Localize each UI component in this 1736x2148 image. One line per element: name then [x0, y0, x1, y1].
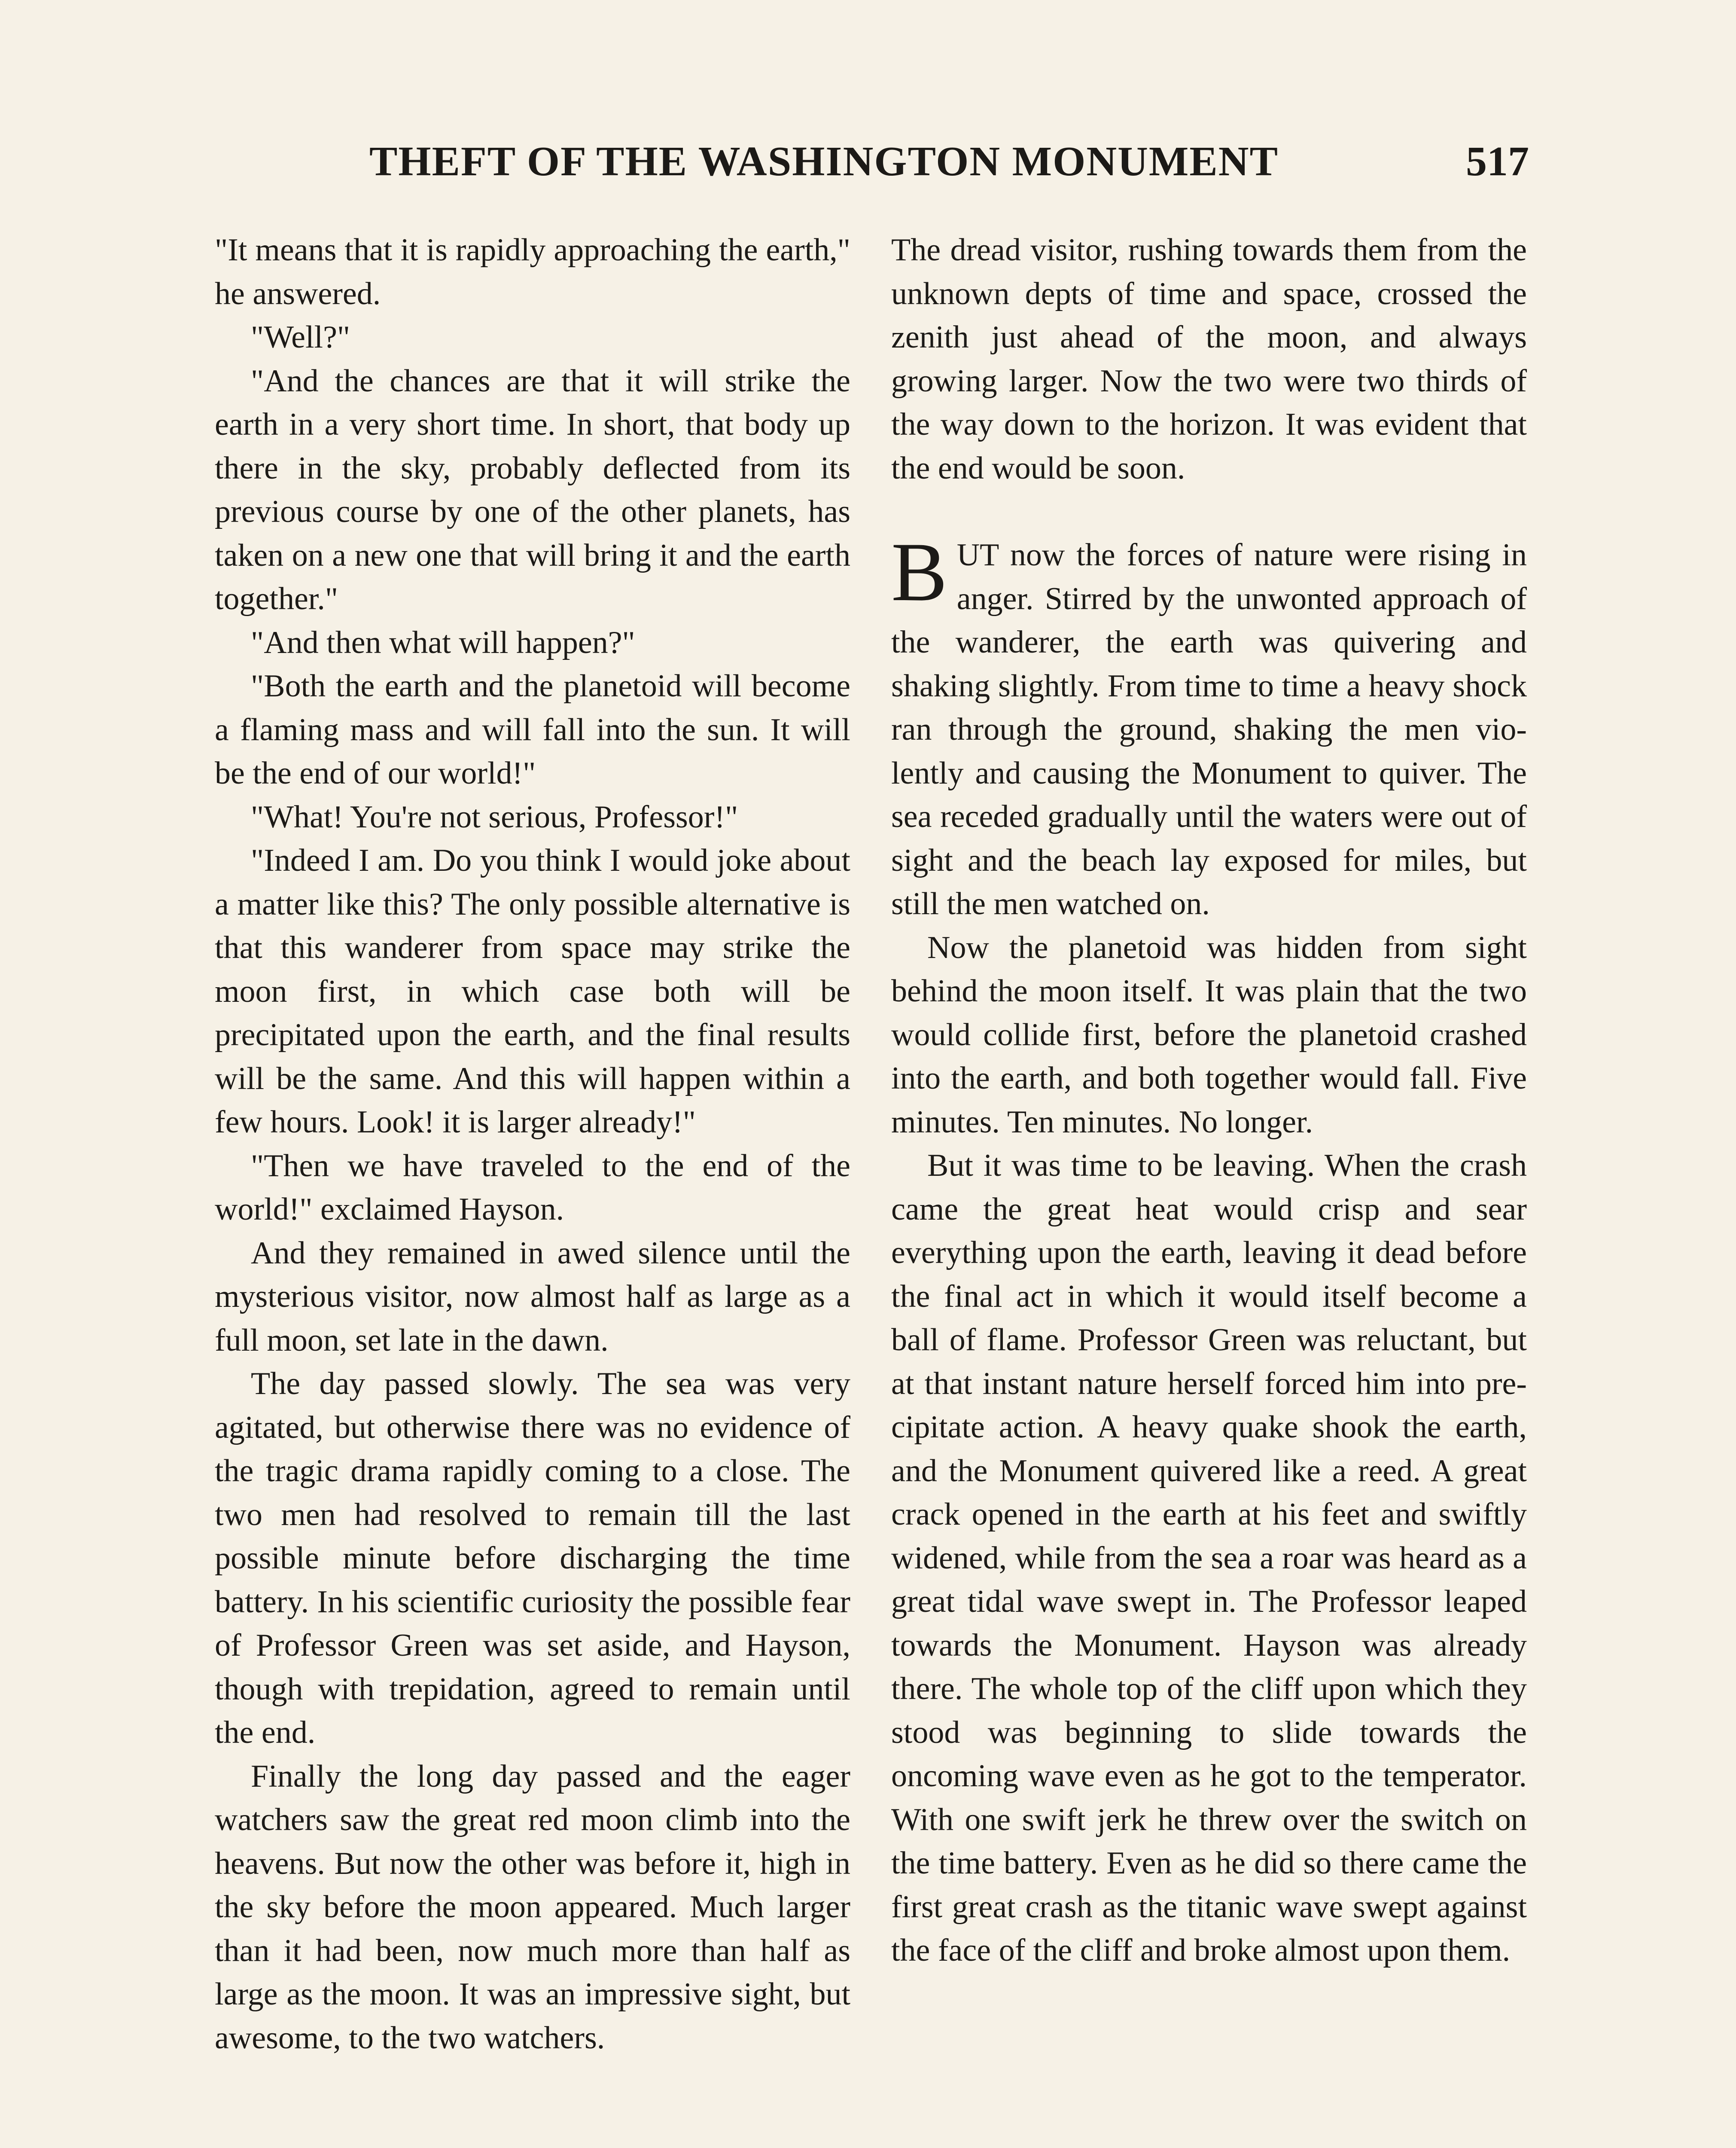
paragraph: "It means that it is rapidly approaching the earth," he answered. [215, 232, 850, 311]
paragraph: Finally the long day passed and the eager watchers saw the great red moon climb into the heavens. But now the other was before it, high in the sky before the moon appeared. Much larger than it had been, now much more than half as large as the moon. It was an impressive sight, but awesome, to the two watchers. [215, 1758, 850, 2056]
paragraph: The dread visitor, rushing towards them from the unknown depts of time and space, crossed the zenith just ahead of the moon, and always growing larger. Now the two were two thirds of the way down to the horizon. It was evident that the end would be soon. [891, 232, 1527, 486]
story-title: THEFT OF THE WASHINGTON MONUMENT [369, 138, 1279, 185]
paragraph: "Then we have traveled to the end of the world!" exclaimed Hayson. [215, 1148, 850, 1227]
dropcap-paragraph-text: UT now the forces of nature were rising in anger. Stirred by the unwonted approach of the wanderer, the earth was quivering and shaking slightly. From time to time a heavy shock ran through the ground, shaking the men violently and causing the Monument to quiver. The sea receded gradually until the waters were out of sight and the beach lay exposed for miles, but still the men watched on. [891, 537, 1527, 921]
paragraph: "And then what will happen?" [251, 625, 635, 660]
paragraph: "And the chances are that it will strike the earth in a very short time. In short, that body up there in the sky, probably deflected from its previous course by one of the other planets, has taken on a new one that will bring it and the earth together." [215, 363, 850, 616]
right-text-column [891, 229, 1527, 1973]
dropcap-paragraph [891, 525, 1527, 926]
running-header [369, 137, 1529, 202]
paragraph: "Both the earth and the planetoid will become a flaming mass and will fall into the sun. It will be the end of our world!" [215, 668, 850, 791]
paragraph: "Well?" [251, 320, 350, 355]
paragraph: "Indeed I am. Do you think I would joke about a matter like this? The only possible alternative is that this wanderer from space may strike the moon first, in which case both will be precipitated upon the earth, and the final results will be the same. And this will happen within a few hours. Look! it is larger already!" [215, 843, 850, 1140]
left-text-column [215, 229, 850, 2060]
paragraph: "What! You're not serious, Professor!" [251, 799, 738, 835]
paragraph: Now the planetoid was hidden from sight behind the moon itself. It was plain that the two would collide first, before the planetoid crashed into the earth, and both together would fall. Five minutes. Ten minutes. No longer. [891, 930, 1527, 1140]
paragraph: But it was time to be leaving. When the crash came the great heat would crisp and sear everything upon the earth, leaving it dead before the final act in which it would itself become a ball of flame. Professor Green was reluctant, but at that instant nature herself forced him into precipitate action. A heavy quake shook the earth, and the Monument quivered like a reed. A great crack opened in the earth at his feet and swiftly widened, while from the sea a roar was heard as a great tidal wave swept in. The Professor leaped towards the Monument. Hayson was already there. The whole top of the cliff upon which they stood was beginning to slide towards the oncoming wave even as he got to the temperator. With one swift jerk he threw over the switch on the time battery. Even as he did so there came the first great crash as the titanic wave swept against the face of the cliff and broke almost upon them. [891, 1148, 1527, 1968]
paragraph: And they remained in awed silence until the mysterious visitor, now almost half as large as a full moon, set late in the dawn. [215, 1235, 850, 1358]
drop-cap-letter: B [891, 525, 947, 619]
paragraph: The day passed slowly. The sea was very agitated, but otherwise there was no evidence of the tragic drama rapidly coming to a close. The two men had resolved to remain till the last possible minute before discharging the time battery. In his scientific curiosity the possible fear of Professor Green was set aside, and Hayson, though with trepidation, agreed to remain until the end. [215, 1366, 850, 1750]
page-number: 517 [1466, 138, 1529, 185]
